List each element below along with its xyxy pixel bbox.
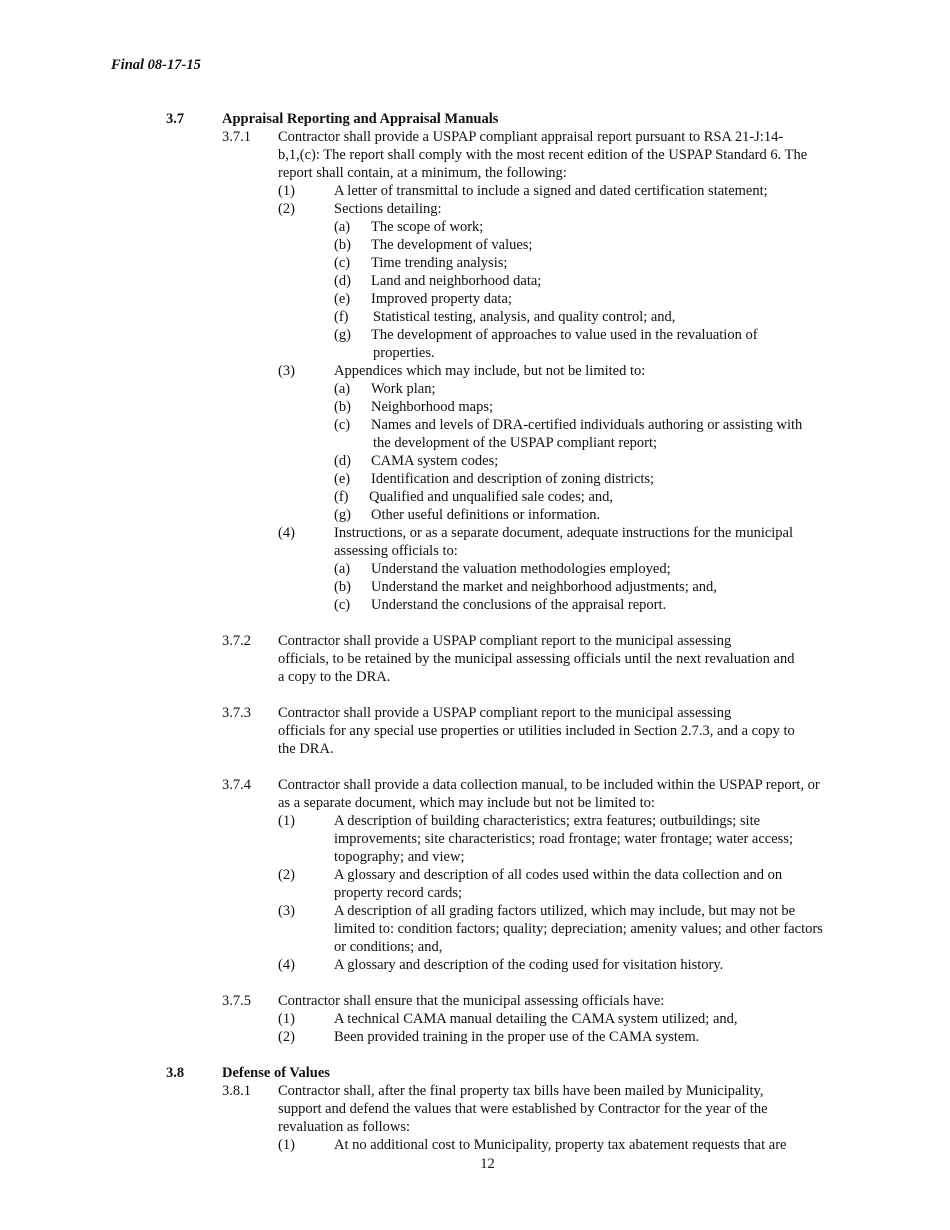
document-body bbox=[0, 110, 950, 1154]
paragraph-line: a copy to the DRA. bbox=[278, 669, 391, 685]
list-item: (2) Sections detailing: bbox=[278, 201, 442, 217]
paragraph-line: 3.7.2 Contractor shall provide a USPAP compliant report to the municipal assessing bbox=[222, 633, 732, 649]
paragraph-line: revaluation as follows: bbox=[278, 1119, 411, 1135]
list-item: (3) Appendices which may include, but not be limited to: bbox=[278, 363, 646, 379]
subsection-number: 3.7.3 bbox=[222, 705, 251, 721]
list-item-cont: topography; and view; bbox=[334, 849, 465, 865]
paragraph-line: 3.8.1 Contractor shall, after the final property tax bills have been mailed by Municipality, bbox=[222, 1083, 764, 1099]
page-number: 12 bbox=[480, 1156, 495, 1172]
list-item-cont: limited to: condition factors; quality; depreciation; amenity values; and other factors bbox=[334, 921, 823, 937]
list-item: (4) Instructions, or as a separate document, adequate instructions for the municipal bbox=[278, 525, 794, 541]
subsection-number: 3.7.5 bbox=[222, 993, 251, 1009]
list-item-cont: property record cards; bbox=[334, 885, 463, 901]
sub-list-item: (a) Work plan; bbox=[334, 381, 436, 397]
sub-list-item: (e) Improved property data; bbox=[334, 291, 512, 307]
paragraph-line: b,1,(c): The report shall comply with the most recent edition of the USPAP Standard 6. The bbox=[278, 147, 808, 163]
sub-list-item: (b) The development of values; bbox=[334, 237, 533, 253]
paragraph-line: 3.7.4 Contractor shall provide a data collection manual, to be included within the USPAP report, or bbox=[222, 777, 820, 793]
sub-list-item: (b) Neighborhood maps; bbox=[334, 399, 494, 415]
list-item-cont: assessing officials to: bbox=[334, 543, 458, 559]
list-item: (1) A technical CAMA manual detailing the CAMA system utilized; and, bbox=[278, 1011, 738, 1027]
paragraph-line: 3.7.1 Contractor shall provide a USPAP compliant appraisal report pursuant to RSA 21-J:14- bbox=[222, 129, 784, 145]
paragraph-line: as a separate document, which may include but not be limited to: bbox=[278, 795, 655, 811]
sub-list-item: (g) The development of approaches to value used in the revaluation of bbox=[334, 327, 758, 343]
list-item: (1) At no additional cost to Municipality, property tax abatement requests that are bbox=[278, 1137, 787, 1153]
section-title: Appraisal Reporting and Appraisal Manuals bbox=[222, 111, 499, 127]
section-number: 3.7 bbox=[166, 111, 185, 127]
list-item-cont: or conditions; and, bbox=[334, 939, 443, 955]
section-title: Defense of Values bbox=[222, 1065, 330, 1081]
sub-list-item: (d) Land and neighborhood data; bbox=[334, 273, 542, 289]
sub-list-item: (b) Understand the market and neighborhood adjustments; and, bbox=[334, 579, 717, 595]
sub-list-item: (c) Time trending analysis; bbox=[334, 255, 508, 271]
list-item: (4) A glossary and description of the coding used for visitation history. bbox=[278, 957, 724, 973]
subsection-number: 3.7.2 bbox=[222, 633, 251, 649]
sub-list-item: (f) Statistical testing, analysis, and quality control; and, bbox=[334, 309, 676, 325]
paragraph-line: the DRA. bbox=[278, 741, 334, 757]
section-heading bbox=[0, 110, 950, 128]
sub-list-item: (a) Understand the valuation methodologies employed; bbox=[334, 561, 671, 577]
subsection-number: 3.8.1 bbox=[222, 1083, 251, 1099]
sub-list-item-cont: the development of the USPAP compliant report; bbox=[373, 435, 658, 451]
section-heading bbox=[0, 1064, 950, 1082]
header-note: Final 08-17-15 bbox=[111, 57, 201, 73]
paragraph-line: 3.7.3 Contractor shall provide a USPAP compliant report to the municipal assessing bbox=[222, 705, 732, 721]
sub-list-item: (d) CAMA system codes; bbox=[334, 453, 499, 469]
subsection-number: 3.7.4 bbox=[222, 777, 251, 793]
paragraph-line: officials, to be retained by the municipal assessing officials until the next revaluation and bbox=[278, 651, 795, 667]
sub-list-item: (e) Identification and description of zoning districts; bbox=[334, 471, 655, 487]
list-item: (1) A description of building characteristics; extra features; outbuildings; site bbox=[278, 813, 761, 829]
list-item-cont: improvements; site characteristics; road frontage; water frontage; water access; bbox=[334, 831, 793, 847]
list-item: (1) A letter of transmittal to include a signed and dated certification statement; bbox=[278, 183, 768, 199]
sub-list-item: (c) Understand the conclusions of the appraisal report. bbox=[334, 597, 667, 613]
sub-list-item: (g) Other useful definitions or information. bbox=[334, 507, 601, 523]
sub-list-item-cont: properties. bbox=[373, 345, 435, 361]
paragraph-line: support and defend the values that were established by Contractor for the year of the bbox=[278, 1101, 768, 1117]
list-item: (3) A description of all grading factors utilized, which may include, but may not be bbox=[278, 903, 796, 919]
list-item: (2) Been provided training in the proper use of the CAMA system. bbox=[278, 1029, 700, 1045]
paragraph-line: report shall contain, at a minimum, the following: bbox=[278, 165, 567, 181]
sub-list-item: (f) Qualified and unqualified sale codes; and, bbox=[334, 489, 614, 505]
section-number: 3.8 bbox=[166, 1065, 185, 1081]
subsection-number: 3.7.1 bbox=[222, 129, 251, 145]
list-item: (2) A glossary and description of all codes used within the data collection and on bbox=[278, 867, 783, 883]
paragraph-line: officials for any special use properties or utilities included in Section 2.7.3, and a copy to bbox=[278, 723, 795, 739]
sub-list-item: (a) The scope of work; bbox=[334, 219, 484, 235]
paragraph-line: 3.7.5 Contractor shall ensure that the municipal assessing officials have: bbox=[222, 993, 665, 1009]
sub-list-item: (c) Names and levels of DRA-certified individuals authoring or assisting with bbox=[334, 417, 803, 433]
